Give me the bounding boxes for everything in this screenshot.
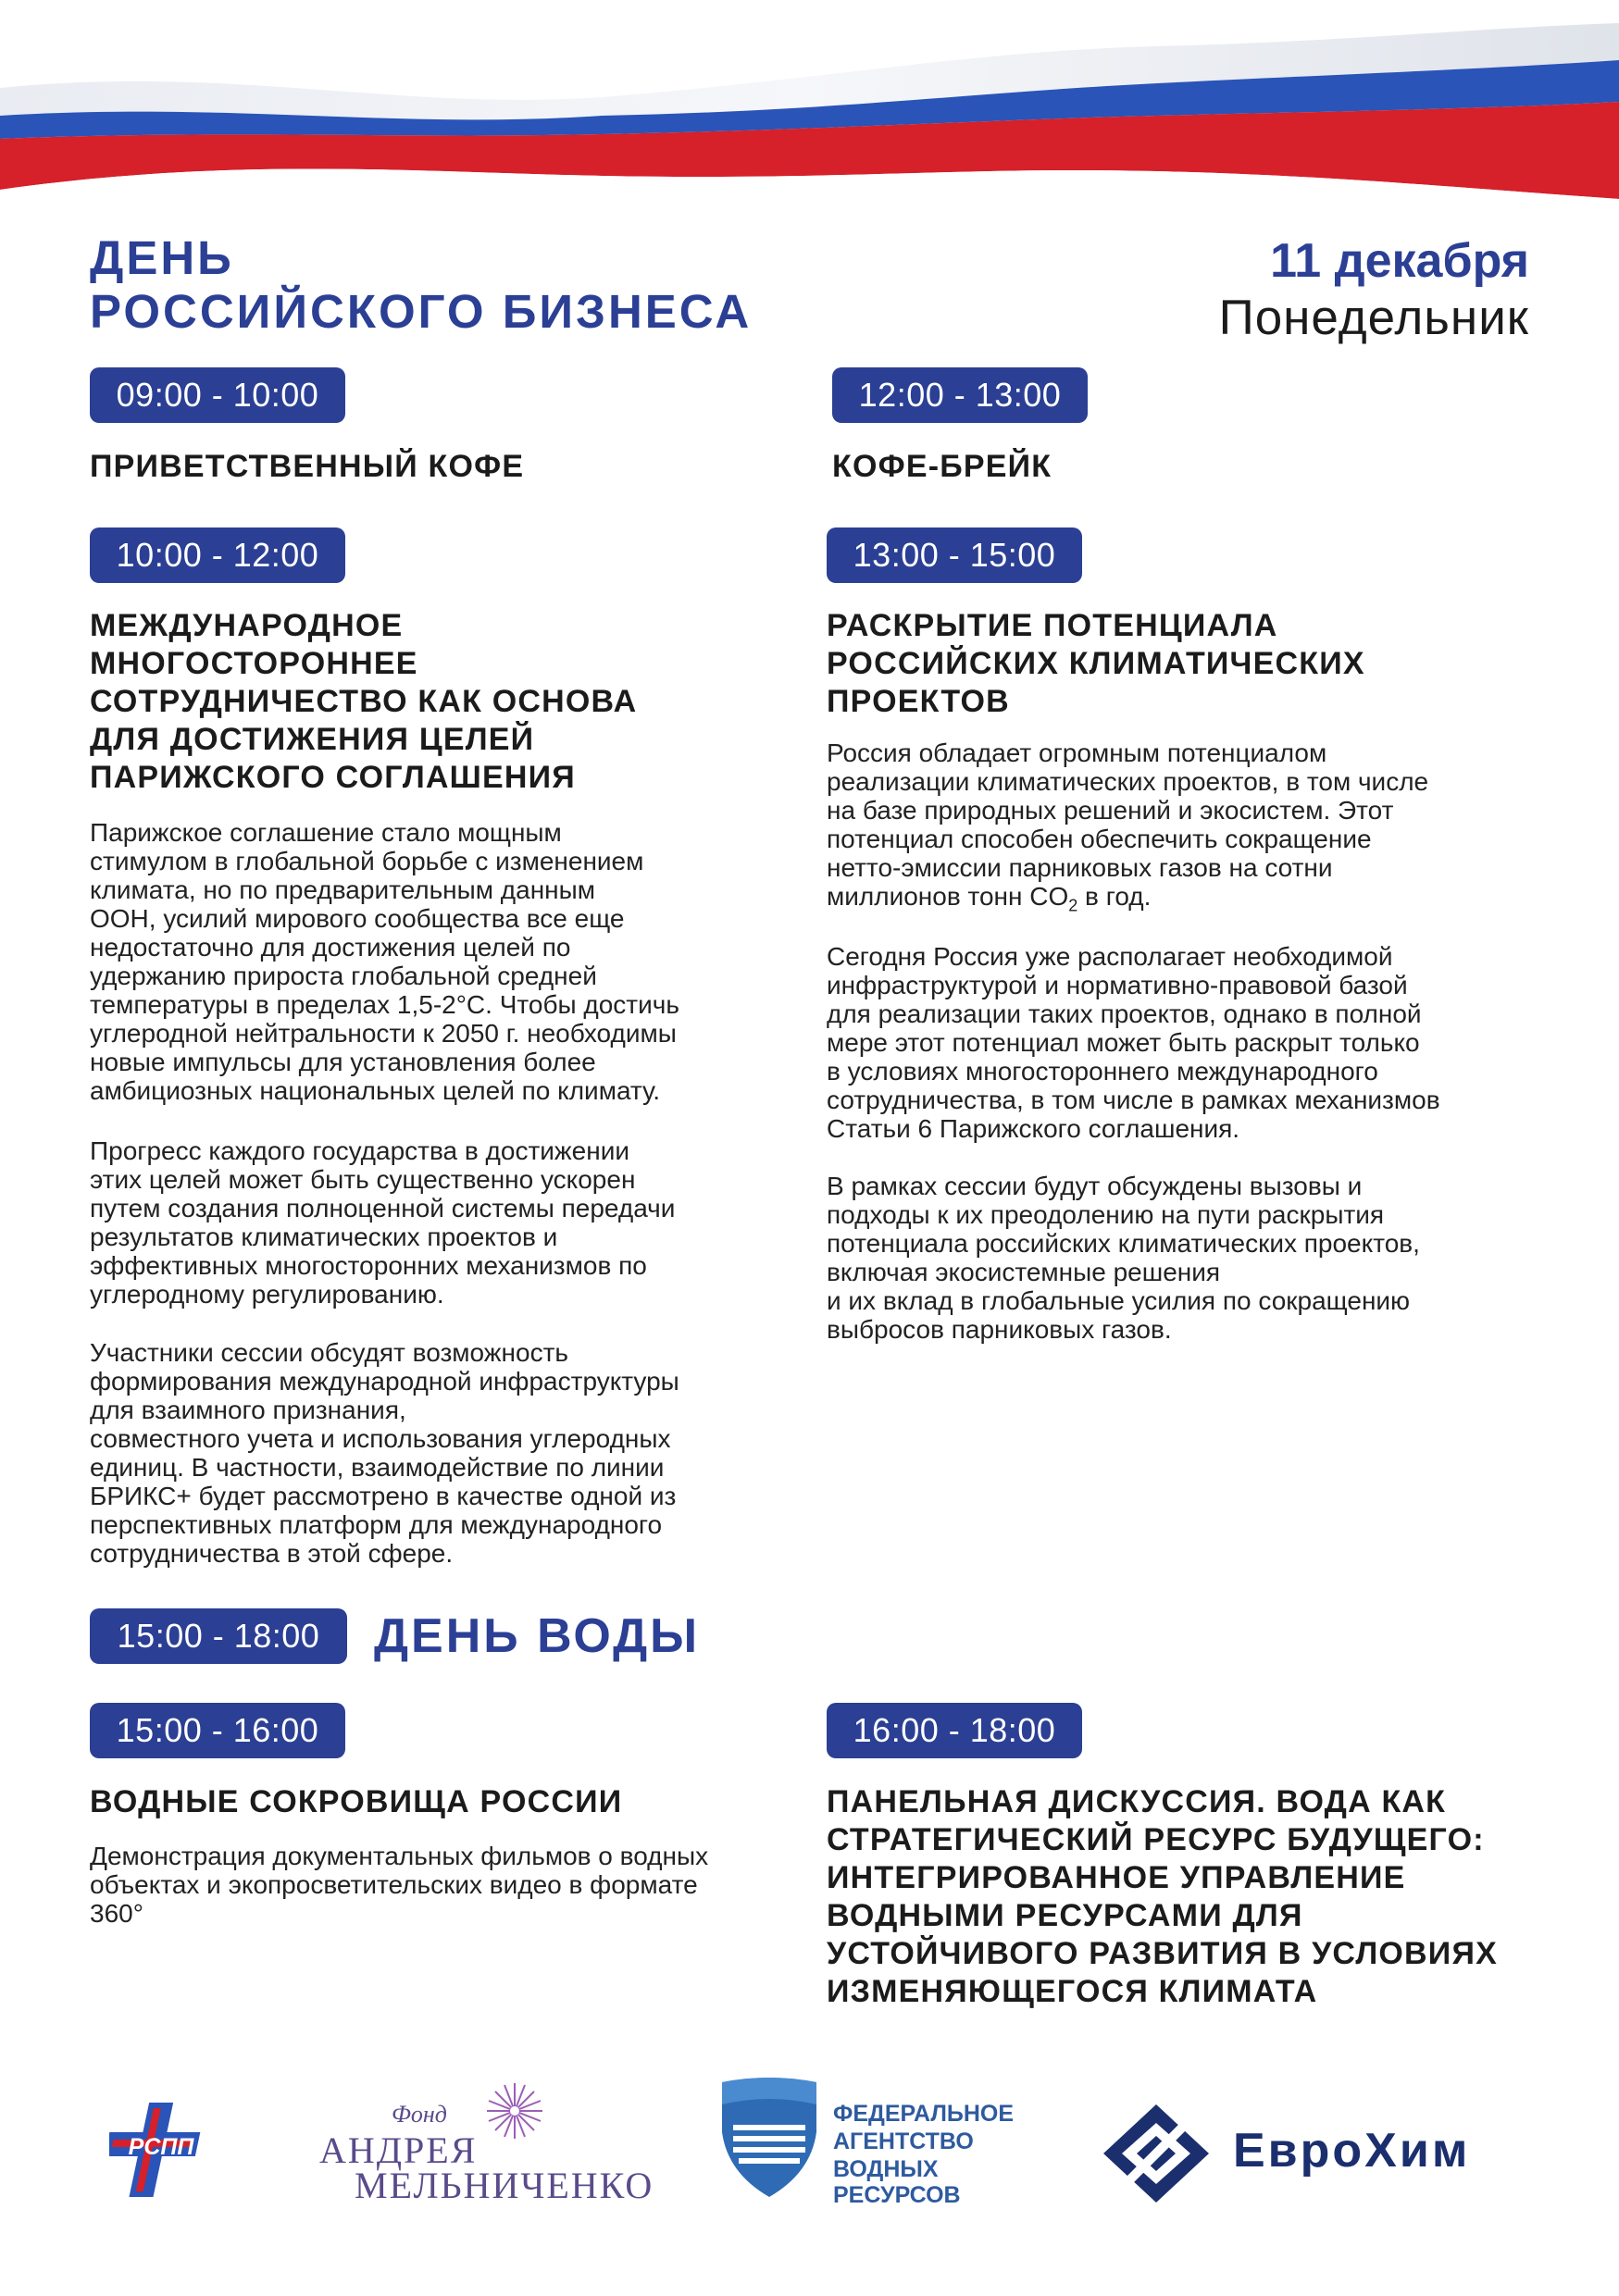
rspp-logo [109, 2099, 213, 2201]
fawr-line2: АГЕНТСТВО [833, 2128, 974, 2154]
session-title-s6-line5: УСТОЙЧИВОГО РАЗВИТИЯ В УСЛОВИЯХ [827, 1936, 1498, 1971]
session-s3-paragraph1: Парижское соглашение стало мощным стимулом в глобальной борьбе с изменением климата, но по предварительным данным ООН, усилий мирового сообщества все еще недостаточно для достижения целей по удержанию прироста глобальной средней температуры в пределах 1,5-2°С. Чтобы достичь углеродной нейтральности к 2050 г. необходимы новые импульсы для установления более амбициозных национальных целей по климату. [90, 818, 679, 1105]
session-title-s3-line4: ДЛЯ ДОСТИЖЕНИЯ ЦЕЛЕЙ [90, 722, 535, 757]
session-title-s1: ПРИВЕТСТВЕННЫЙ КОФЕ [90, 449, 525, 484]
session-title-s5: ВОДНЫЕ СОКРОВИЩА РОССИИ [90, 1784, 623, 1819]
time-badge-s2: 12:00 - 13:00 [832, 367, 1088, 423]
fond-line1: АНДРЕЯ [319, 2129, 478, 2171]
event-title-line1: ДЕНЬ [90, 231, 234, 284]
water-day-title: ДЕНЬ ВОДЫ [374, 1609, 701, 1663]
fawr-line1: ФЕДЕРАЛЬНОЕ [833, 2101, 1015, 2127]
session-title-s4-line1: РАСКРЫТИЕ ПОТЕНЦИАЛА [827, 608, 1278, 643]
russian-flag-ribbon [0, 0, 1619, 204]
time-badge-s6: 16:00 - 18:00 [827, 1703, 1082, 1758]
fond-melnichenko-logo [319, 2080, 662, 2206]
event-date: 11 декабря [1270, 234, 1529, 288]
session-title-s4-line3: ПРОЕКТОВ [827, 684, 1010, 719]
session-title-s3 [90, 607, 637, 797]
session-s3-paragraph3: Участники сессии обсудят возможность формирования международной инфраструктуры для взаимного признания, совместного учета и использования углеродных единиц. В частности, взаимодействие по линии БРИКС+ будет рассмотрено в качестве одной из перспективных платформ для международного сотрудничества в этой сфере. [90, 1338, 679, 1568]
time-badge-water-day: 15:00 - 18:00 [90, 1608, 347, 1664]
time-badge-s4: 13:00 - 15:00 [827, 527, 1082, 583]
session-s3-paragraph2: Прогресс каждого государства в достижении этих целей может быть существенно ускорен путем создания полноценной системы передачи результатов климатических проектов и эффективных многосторонних механизмов по углеродному регулированию. [90, 1136, 676, 1309]
fond-small-text: Фонд [392, 2101, 447, 2128]
eurochem-logo [1102, 2103, 1527, 2204]
eurochem-text: ЕвроХим [1233, 2124, 1471, 2178]
session-s5-paragraph1: Демонстрация документальных фильмов о водных объектах и экопросветительских видео в формате 360° [90, 1842, 709, 1928]
time-badge-s1: 09:00 - 10:00 [90, 367, 345, 423]
session-title-s6-line6: ИЗМЕНЯЮЩЕГОСЯ КЛИМАТА [827, 1974, 1318, 2009]
fawr-logo [718, 2077, 1033, 2208]
fond-line2: МЕЛЬНИЧЕНКО [355, 2165, 654, 2206]
session-s4-paragraph3: В рамках сессии будут обсуждены вызовы и подходы к их преодолению на пути раскрытия потенциала российских климатических проектов, включая экосистемные решения и их вклад в глобальные усилия по сокращению выбросов парниковых газов. [827, 1172, 1420, 1344]
session-title-s2: КОФЕ-БРЕЙК [832, 449, 1052, 484]
session-title-s3-line1: МЕЖДУНАРОДНОЕ [90, 608, 404, 643]
fawr-line3: ВОДНЫХ РЕСУРСОВ [833, 2156, 961, 2208]
session-title-s6-line1: ПАНЕЛЬНАЯ ДИСКУССИЯ. ВОДА КАК [827, 1784, 1447, 1819]
rspp-logo-text: РСПП [128, 2134, 194, 2160]
session-title-s6-line2: СТРАТЕГИЧЕСКИЙ РЕСУРС БУДУЩЕГО: [827, 1822, 1485, 1857]
session-s4-paragraph1-main: Россия обладает огромным потенциалом реализации климатических проектов, в том числе на базе природных решений и экосистем. Этот потенциал способен обеспечить сокращение нетто-эмиссии парниковых газов на сотни миллионов тонн CO [827, 738, 1429, 911]
session-title-s6 [827, 1783, 1498, 2011]
event-title-line2: РОССИЙСКОГО БИЗНЕСА [90, 285, 753, 338]
session-title-s3-line3: СОТРУДНИЧЕСТВО КАК ОСНОВА [90, 684, 638, 719]
session-title-s4-line2: РОССИЙСКИХ КЛИМАТИЧЕСКИХ [827, 646, 1365, 681]
event-weekday: Понедельник [1218, 291, 1529, 345]
time-badge-s5: 15:00 - 16:00 [90, 1703, 345, 1758]
session-title-s6-line4: ВОДНЫМИ РЕСУРСАМИ ДЛЯ [827, 1898, 1303, 1933]
session-title-s6-line3: ИНТЕГРИРОВАННОЕ УПРАВЛЕНИЕ [827, 1860, 1406, 1895]
time-badge-s3: 10:00 - 12:00 [90, 527, 345, 583]
session-title-s3-line2: МНОГОСТОРОННЕЕ [90, 646, 418, 681]
rspp-logo-icon [109, 2099, 213, 2201]
event-title [90, 231, 752, 339]
star-burst-icon [484, 2080, 545, 2141]
diamond-emblem-icon [1102, 2103, 1211, 2204]
session-title-s4 [827, 607, 1365, 721]
shield-waves-icon [718, 2077, 820, 2199]
co2-subscript: 2 [1068, 896, 1078, 915]
session-s4-paragraph1-end: в год. [1077, 882, 1152, 911]
session-title-s3-line5: ПАРИЖСКОГО СОГЛАШЕНИЯ [90, 760, 576, 795]
session-s4-paragraph2: Сегодня Россия уже располагает необходимой инфраструктурой и нормативно-правовой базой для реализации таких проектов, однако в полной мере этот потенциал может быть раскрыт только в условиях многостороннего международного сотрудничества, в том числе в рамках механизмов Статьи 6 Парижского соглашения. [827, 942, 1440, 1143]
session-s4-paragraph1 [827, 738, 1530, 921]
